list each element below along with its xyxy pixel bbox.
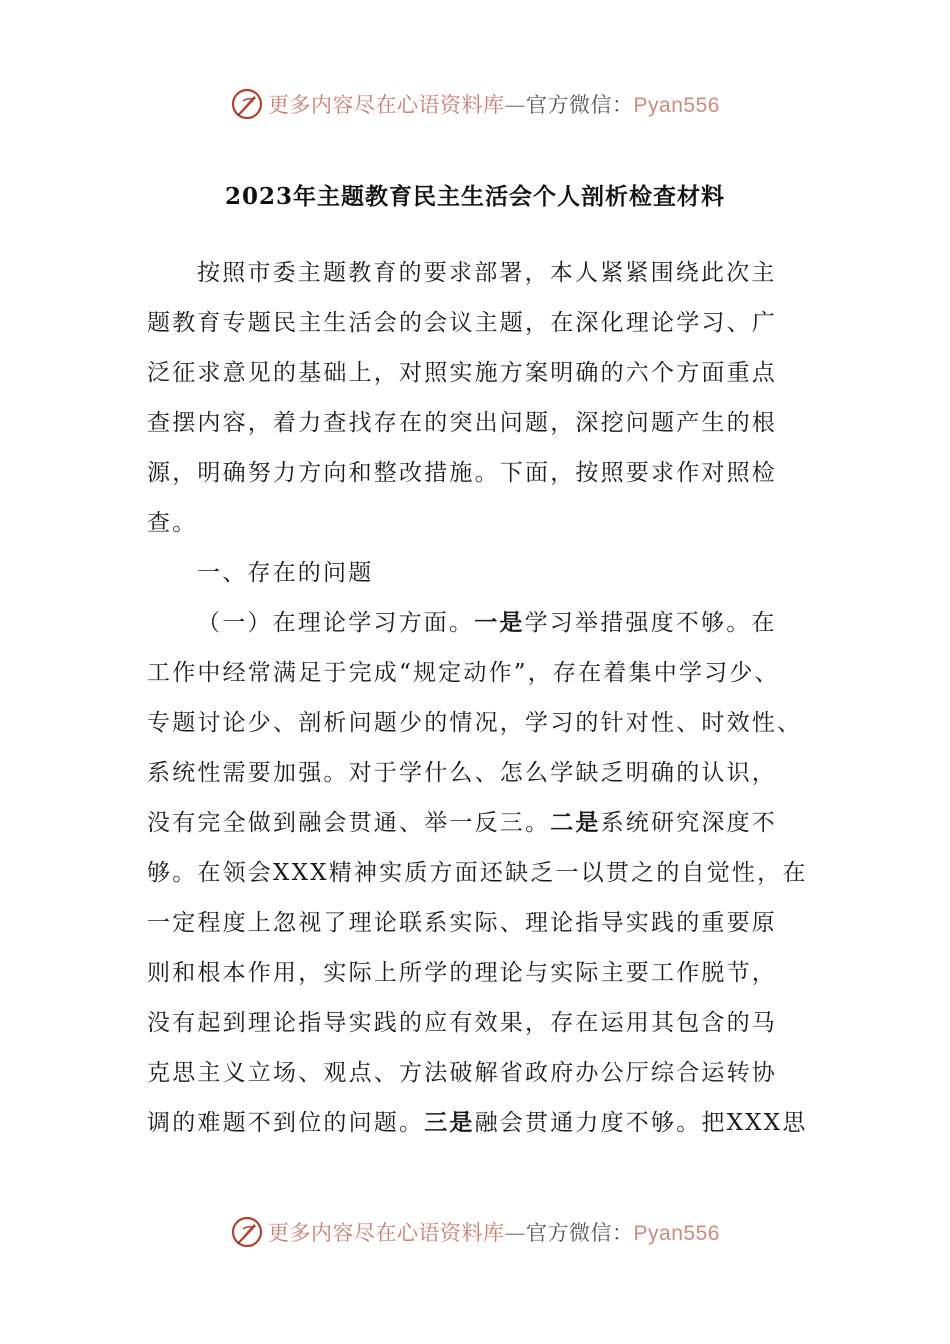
text-run: 一定程度上忽视了理论联系实际、理论指导实践的重要原 (147, 910, 777, 936)
text-line (147, 698, 807, 748)
text-run: 学习举措强度不够。在 (524, 610, 777, 636)
document-title: 2023年主题教育民主生活会个人剖析检查材料 (224, 183, 725, 210)
document-body (147, 248, 807, 1148)
text-run: 源，明确努力方向和整改措施。下面，按照要求作对照检 (147, 460, 777, 486)
watermark-brand: 更多内容尽在心语资料库 (268, 1221, 505, 1245)
watermark-wechat-id: Pyan556 (633, 94, 720, 117)
text-run: 调的难题不到位的问题。 (147, 1110, 425, 1136)
text-run: 则和根本作用，实际上所学的理论与实际主要工作脱节， (147, 960, 777, 986)
text-line (147, 598, 807, 648)
text-run: 系统研究深度不 (600, 810, 778, 836)
watermark-separator: — (504, 1221, 527, 1245)
watermark-wechat-label: 官方微信： (526, 1221, 634, 1245)
text-run: 专题讨论少、剖析问题少的情况，学习的针对性、时效性、 (147, 710, 803, 736)
watermark-text (268, 89, 720, 119)
text-line (147, 348, 807, 398)
text-run: 查。 (147, 510, 198, 536)
bold-marker: 一是 (474, 609, 525, 636)
watermark-wechat-label: 官方微信： (526, 93, 634, 117)
text-run: 按照市委主题教育的要求部署，本人紧紧围绕此次主 (197, 260, 777, 286)
text-line (147, 298, 807, 348)
watermark-brand: 更多内容尽在心语资料库 (268, 93, 505, 117)
text-line (147, 448, 807, 498)
watermark-wechat-id: Pyan556 (633, 1222, 720, 1245)
text-run: 工作中经常满足于完成“规定动作”，存在着集中学习少、 (147, 660, 780, 686)
text-line (147, 798, 807, 848)
text-line (147, 548, 807, 598)
text-run: 系统性需要加强。对于学什么、怎么学缺乏明确的认识， (147, 760, 777, 786)
text-run: 够。在领会XXX精神实质方面还缺乏一以贯之的自觉性，在 (147, 860, 808, 886)
text-line (147, 498, 807, 548)
text-run: 查摆内容，着力查找存在的突出问题，深挖问题产生的根 (147, 410, 777, 436)
bold-marker: 三是 (424, 1109, 475, 1136)
text-run: 没有完全做到融会贯通、举一反三。 (147, 810, 551, 836)
text-line (147, 748, 807, 798)
watermark-separator: — (504, 93, 527, 117)
bold-marker: 二是 (550, 809, 601, 836)
text-line (147, 948, 807, 998)
text-line (147, 998, 807, 1048)
watermark-banner-top (0, 82, 950, 126)
text-line (147, 1098, 807, 1148)
text-run: 泛征求意见的基础上，对照实施方案明确的六个方面重点 (147, 360, 777, 386)
text-line (147, 648, 807, 698)
quill-pen-icon (230, 87, 264, 121)
text-run: 没有起到理论指导实践的应有效果，存在运用其包含的马 (147, 1010, 777, 1036)
text-run: 克思主义立场、观点、方法破解省政府办公厅综合运转协 (147, 1060, 777, 1086)
quill-pen-icon (230, 1215, 264, 1249)
text-run: 一、存在的问题 (197, 560, 374, 586)
text-line (147, 898, 807, 948)
text-line (147, 1048, 807, 1098)
text-run: （一）在理论学习方面。 (197, 610, 475, 636)
text-line (147, 398, 807, 448)
text-run: 融会贯通力度不够。把XXX思 (474, 1110, 808, 1136)
text-line (147, 848, 807, 898)
watermark-text (268, 1217, 720, 1247)
text-run: 题教育专题民主生活会的会议主题，在深化理论学习、广 (147, 310, 777, 336)
watermark-banner-bottom (0, 1210, 950, 1254)
text-line (147, 248, 807, 298)
